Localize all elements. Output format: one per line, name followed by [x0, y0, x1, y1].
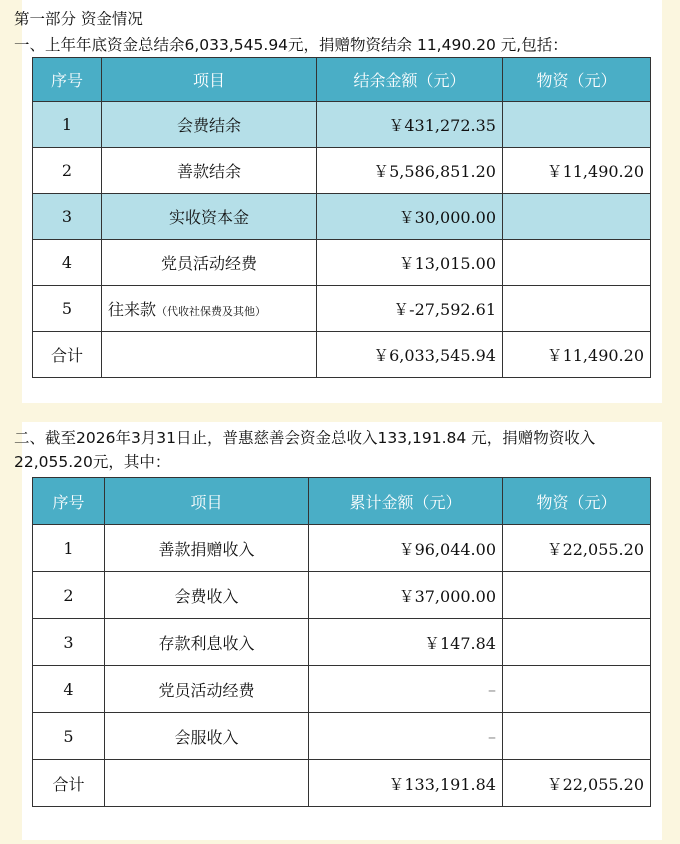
total-amount: ￥133,191.84	[309, 760, 503, 807]
row-no: 3	[33, 619, 105, 666]
table-row	[33, 713, 651, 760]
row-item-label: 往来款	[108, 300, 157, 319]
total-label: 合计	[33, 760, 105, 807]
table-total-row	[33, 332, 651, 378]
table-row	[33, 666, 651, 713]
row-no: 5	[33, 713, 105, 760]
section-title: 第一部分 资金情况	[14, 10, 143, 28]
row-goods	[503, 286, 651, 332]
row-item: 实收资本金	[102, 194, 317, 240]
part1-intro: 一、上年年底资金总结余6,033,545.94元，捐赠物资结余 11,490.20 元,包括：	[14, 36, 568, 54]
header-goods: 物资（元）	[503, 478, 651, 525]
table-header-row	[33, 58, 651, 102]
balance-table	[32, 57, 651, 378]
total-item	[105, 760, 309, 807]
row-goods	[503, 666, 651, 713]
row-goods	[503, 102, 651, 148]
row-no: 1	[33, 102, 102, 148]
table-row	[33, 102, 651, 148]
row-no: 2	[33, 572, 105, 619]
row-amount: ￥96,044.00	[309, 525, 503, 572]
table-row	[33, 148, 651, 194]
row-goods: ￥22,055.20	[503, 525, 651, 572]
row-amount: ￥37,000.00	[309, 572, 503, 619]
row-item	[102, 286, 317, 332]
row-amount: ￥147.84	[309, 619, 503, 666]
total-label: 合计	[33, 332, 102, 378]
total-goods: ￥11,490.20	[503, 332, 651, 378]
header-item: 项目	[105, 478, 309, 525]
table-row	[33, 286, 651, 332]
row-amount: ￥-27,592.61	[317, 286, 503, 332]
row-goods	[503, 619, 651, 666]
row-amount: ￥13,015.00	[317, 240, 503, 286]
row-no: 2	[33, 148, 102, 194]
table-row	[33, 240, 651, 286]
part2-intro: 二、截至2026年3月31日止，普惠慈善会资金总收入133,191.84 元，捐赠物资收入22,055.20元，其中：	[14, 429, 596, 471]
table-row	[33, 572, 651, 619]
row-goods	[503, 572, 651, 619]
row-goods: ￥11,490.20	[503, 148, 651, 194]
header-amount: 累计金额（元）	[309, 478, 503, 525]
row-goods	[503, 194, 651, 240]
row-item: 存款利息收入	[105, 619, 309, 666]
table-row	[33, 525, 651, 572]
row-no: 4	[33, 240, 102, 286]
table-total-row	[33, 760, 651, 807]
row-item: 会费收入	[105, 572, 309, 619]
row-item: 会服收入	[105, 713, 309, 760]
row-amount: ￥5,586,851.20	[317, 148, 503, 194]
header-no: 序号	[33, 478, 105, 525]
header-item: 项目	[102, 58, 317, 102]
row-amount: ￥30,000.00	[317, 194, 503, 240]
row-goods	[503, 713, 651, 760]
header-amount: 结余金额（元）	[317, 58, 503, 102]
row-amount: –	[309, 713, 503, 760]
row-amount: ￥431,272.35	[317, 102, 503, 148]
row-no: 3	[33, 194, 102, 240]
row-no: 4	[33, 666, 105, 713]
row-no: 5	[33, 286, 102, 332]
row-item: 会费结余	[102, 102, 317, 148]
row-item: 善款结余	[102, 148, 317, 194]
row-item-note: （代收社保费及其他）	[156, 305, 267, 318]
total-amount: ￥6,033,545.94	[317, 332, 503, 378]
table-row	[33, 194, 651, 240]
total-item	[102, 332, 317, 378]
income-table	[32, 477, 651, 807]
table-row	[33, 619, 651, 666]
header-no: 序号	[33, 58, 102, 102]
row-no: 1	[33, 525, 105, 572]
header-goods: 物资（元）	[503, 58, 651, 102]
row-item: 党员活动经费	[102, 240, 317, 286]
total-goods: ￥22,055.20	[503, 760, 651, 807]
row-item: 党员活动经费	[105, 666, 309, 713]
row-amount: –	[309, 666, 503, 713]
row-item: 善款捐赠收入	[105, 525, 309, 572]
table-header-row	[33, 478, 651, 525]
row-goods	[503, 240, 651, 286]
